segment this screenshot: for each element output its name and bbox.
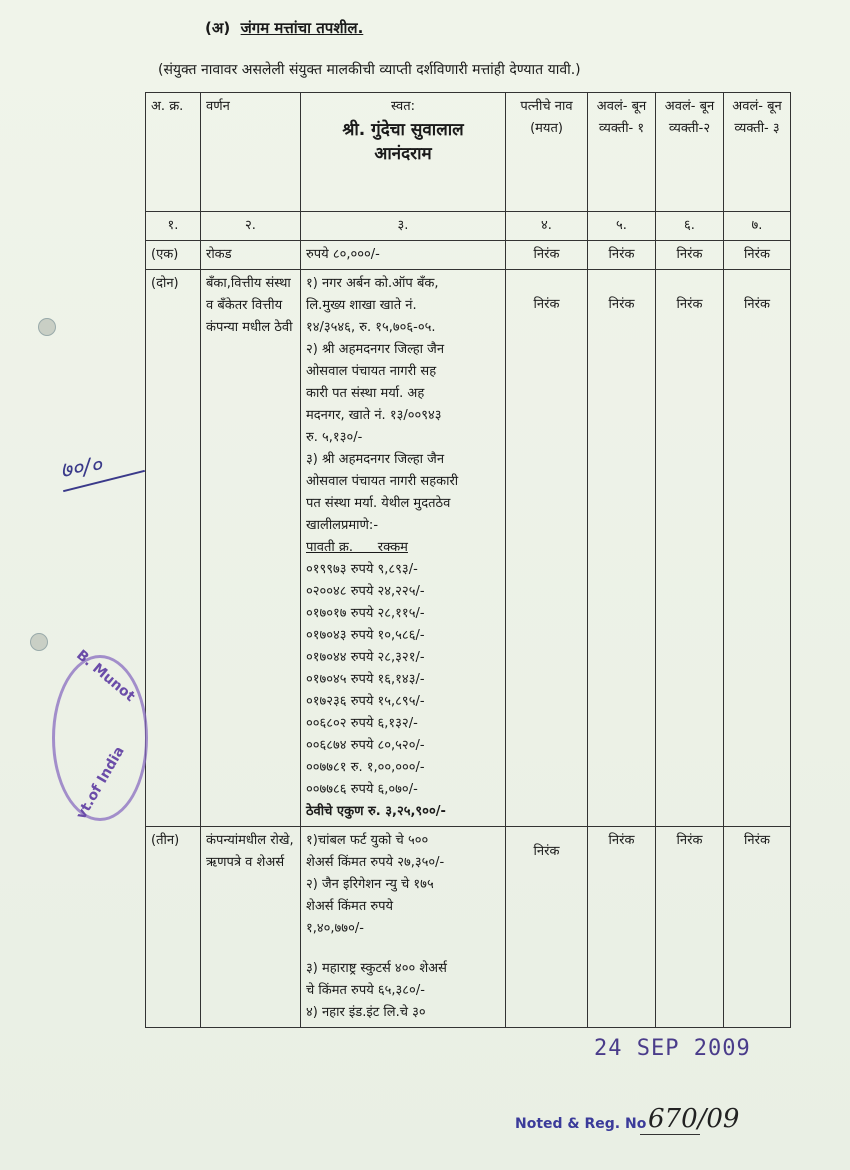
registration-underline [640, 1134, 700, 1135]
header-dependent-2: अवलं- बून व्यक्ती-२ [656, 93, 724, 212]
row-description: बँका,वित्तीय संस्था व बँकेतर वित्तीय कंपन्या मधील ठेवी [201, 270, 301, 827]
date-stamp: 24 SEP 2009 [594, 1036, 751, 1061]
header-serial: अ. क्र. [146, 93, 201, 212]
row-description: कंपन्यांमधील रोखे, ऋणपत्रे व शेअर्स [201, 827, 301, 1028]
row-description: रोकड [201, 241, 301, 270]
deposit-line: १) नगर अर्बन को.ऑप बँक, [306, 276, 439, 291]
receipt-line: ०१७०४३ रुपये १०,५८६/- [306, 628, 425, 643]
receipt-header: पावती क्र. रक्कम [306, 540, 408, 555]
receipt-line: ०२००४८ रुपये २४,२२५/- [306, 584, 425, 599]
table-row-cash [146, 241, 791, 270]
row-self-value: रुपये ८०,०००/- [301, 241, 506, 270]
share-line: चे किंमत रुपये ६५,३८०/- [306, 983, 425, 998]
row-self-shares [301, 827, 506, 1028]
share-line: ३) महाराष्ट्र स्कुटर्स ४०० शेअर्स [306, 961, 447, 976]
receipt-line: ००७७८१ रु. १,००,०००/- [306, 760, 425, 775]
table-row-deposits [146, 270, 791, 827]
receipt-line: ०१७०४४ रुपये २८,३२१/- [306, 650, 425, 665]
table-row-shares [146, 827, 791, 1028]
punch-hole [30, 633, 48, 651]
col-number: ६. [656, 212, 724, 241]
header-self [301, 93, 506, 212]
punch-hole [38, 318, 56, 336]
row-dep3-value: निरंक [724, 270, 791, 827]
header-spouse: पत्नीचे नाव (मयत) [506, 93, 588, 212]
row-dep3-value: निरंक [724, 241, 791, 270]
row-dep2-value: निरंक [656, 270, 724, 827]
receipt-line: ००७७८६ रुपये ६,०७०/- [306, 782, 418, 797]
heading-title: जंगम मत्तांचा तपशील. [240, 19, 364, 37]
row-serial: (एक) [146, 241, 201, 270]
assets-table [145, 92, 791, 1028]
deposit-line: १४/३५४६, रु. १५,७०६-०५. [306, 320, 436, 335]
col-number: १. [146, 212, 201, 241]
row-dep1-value: निरंक [588, 241, 656, 270]
row-dep3-value: निरंक [724, 827, 791, 1028]
deposit-total: ठेवीचे एकुण रु. ३,२५,९००/- [306, 804, 446, 819]
seal-text-side: vt.of India [73, 743, 128, 823]
row-spouse-value: निरंक [506, 827, 588, 1028]
row-dep1-value: निरंक [588, 270, 656, 827]
share-line [306, 940, 500, 958]
deposit-line: २) श्री अहमदनगर जिल्हा जैन [306, 342, 445, 357]
share-line: शेअर्स किंमत रुपये [306, 899, 394, 914]
row-dep2-value: निरंक [656, 241, 724, 270]
receipt-line: ०१९९७३ रुपये ९,८९३/- [306, 562, 418, 577]
share-line: २) जैन इरिगेशन न्यु चे १७५ [306, 877, 434, 892]
section-heading [205, 18, 363, 38]
col-number: ७. [724, 212, 791, 241]
row-self-deposits [301, 270, 506, 827]
seal-text-top: B. Munot [73, 647, 138, 705]
share-line: ४) नहार इंड.इंट लि.चे ३० [306, 1005, 426, 1020]
heading-prefix: (अ) [205, 19, 231, 37]
deposit-line: ओसवाल पंचायत नागरी सहकारी [306, 474, 459, 489]
deposit-line: खालीलप्रमाणे:- [306, 518, 379, 533]
deposit-line: ३) श्री अहमदनगर जिल्हा जैन [306, 452, 445, 467]
col-number: ५. [588, 212, 656, 241]
row-dep1-value: निरंक [588, 827, 656, 1028]
owner-name-line1: श्री. गुंदेचा सुवालाल [342, 120, 464, 140]
share-line: १)चांबल फर्ट युको चे ५०० [306, 833, 429, 848]
row-dep2-value: निरंक [656, 827, 724, 1028]
col-number: २. [201, 212, 301, 241]
col-number: ४. [506, 212, 588, 241]
receipt-line: ०१७०४५ रुपये १६,१४३/- [306, 672, 425, 687]
share-line: १,४०,७७०/- [306, 921, 364, 936]
receipt-line: ००६८७४ रुपये ८०,५२०/- [306, 738, 425, 753]
deposit-line: लि.मुख्य शाखा खाते नं. [306, 298, 417, 313]
deposit-line: ओसवाल पंचायत नागरी सह [306, 364, 437, 379]
receipt-line: ०१७२३६ रुपये १५,८९५/- [306, 694, 425, 709]
row-spouse-value: निरंक [506, 241, 588, 270]
header-description: वर्णन [201, 93, 301, 212]
sub-note: (संयुक्त नावावर असलेली संयुक्त मालकीची व्याप्ती दर्शविणारी मत्तांही देण्यात यावी.) [158, 62, 581, 78]
row-spouse-value: निरंक [506, 270, 588, 827]
deposit-line: पत संस्था मर्या. येथील मुदतठेव [306, 496, 451, 511]
header-dependent-3: अवलं- बून व्यक्ती- ३ [724, 93, 791, 212]
deposit-line: रु. ५,१३०/- [306, 430, 363, 445]
col-number: ३. [301, 212, 506, 241]
row-serial: (तीन) [146, 827, 201, 1028]
share-line: शेअर्स किंमत रुपये २७,३५०/- [306, 855, 445, 870]
row-serial: (दोन) [146, 270, 201, 827]
column-number-row [146, 212, 791, 241]
registration-number: 670/09 [648, 1104, 740, 1134]
deposit-line: कारी पत संस्था मर्या. अह [306, 386, 425, 401]
registration-label: Noted & Reg. No [515, 1116, 647, 1132]
deposit-line: मदनगर, खाते नं. १३/००९४३ [306, 408, 442, 423]
header-self-label: स्वत: [390, 99, 416, 114]
header-dependent-1: अवलं- बून व्यक्ती- १ [588, 93, 656, 212]
owner-name-line2: आनंदराम [374, 144, 432, 164]
handwritten-margin-note: ७०/० [58, 453, 104, 484]
header-row [146, 93, 791, 212]
receipt-line: ००६८०२ रुपये ६,१३२/- [306, 716, 418, 731]
receipt-line: ०१७०१७ रुपये २८,११५/- [306, 606, 425, 621]
